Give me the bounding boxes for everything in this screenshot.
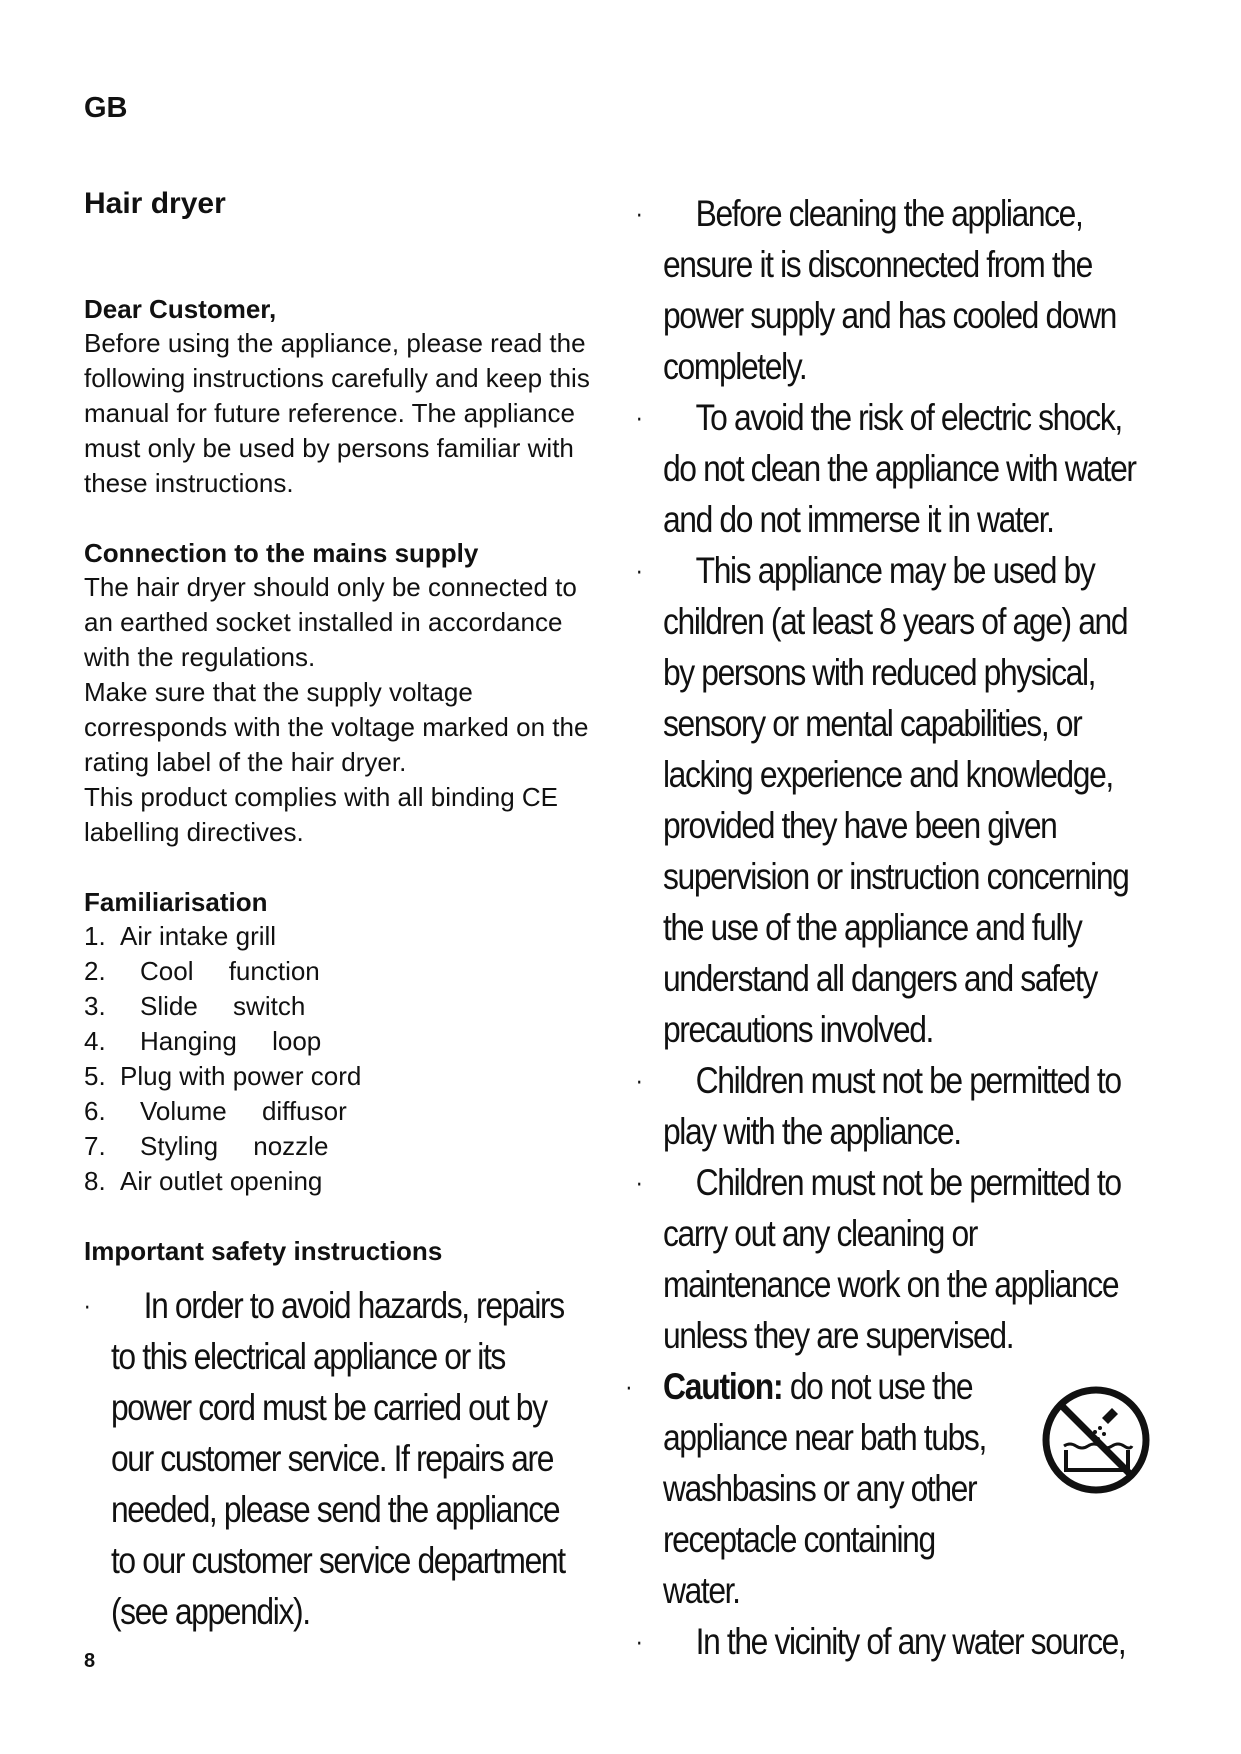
safety-item	[632, 188, 1139, 392]
list-item	[84, 1024, 604, 1059]
item-label: Air intake grill	[120, 921, 277, 951]
mains-heading: Connection to the mains supply	[84, 538, 479, 568]
bullet-icon: ·	[635, 1065, 642, 1095]
intro-section	[84, 292, 604, 501]
bullet-icon: ·	[635, 198, 642, 228]
safety-item	[632, 545, 1139, 1055]
item-number: 5.	[84, 1061, 106, 1091]
item-label: Air outlet opening	[120, 1166, 323, 1196]
item-label: Plug with power cord	[120, 1061, 362, 1091]
bullet-icon: ·	[635, 555, 642, 585]
safety-section	[84, 1234, 604, 1268]
list-item	[84, 989, 604, 1024]
safety-item	[632, 1157, 1139, 1361]
language-code: GB	[84, 92, 128, 124]
item-number: 3.	[84, 991, 106, 1021]
bullet-icon: ·	[83, 1290, 90, 1320]
item-label: Cool function	[140, 956, 320, 986]
list-item	[84, 1164, 604, 1199]
safety-item-text: Before cleaning the appliance, ensure it is disconnected from the power supply and has cooled down completely.	[662, 193, 1117, 387]
page-number: 8	[84, 1650, 96, 1672]
bullet-icon: ·	[625, 1371, 632, 1401]
safety-list-left	[80, 1280, 579, 1637]
safety-item-text: Children must not be permitted to carry out any cleaning or maintenance work on the appliance unless they are supervised.	[662, 1162, 1121, 1356]
bullet-icon: ·	[635, 1167, 642, 1197]
safety-item-text: In order to avoid hazards, repairs to this electrical appliance or its power cord must be carried out by our customer service. If repairs are needed, please send the appliance to our customer service department (see appendix).	[110, 1285, 565, 1632]
item-label: Hanging loop	[140, 1026, 322, 1056]
item-number: 8.	[84, 1166, 106, 1196]
safety-item-text: To avoid the risk of electric shock, do not clean the appliance with water and do not immerse it in water.	[662, 397, 1136, 540]
no-water-use-icon	[1040, 1384, 1152, 1496]
mains-text: The hair dryer should only be connected to an earthed socket installed in accordance with the regulations. Make sure that the supply voltage corresponds with the voltage marked on the rating label of the hair dryer. This product complies with all binding CE labelling directives.	[84, 572, 589, 847]
list-item	[84, 1129, 604, 1164]
parts-list	[84, 919, 604, 1199]
bullet-icon: ·	[635, 1626, 642, 1656]
safety-item	[632, 392, 1139, 545]
item-number: 7.	[84, 1131, 106, 1161]
item-label: Styling nozzle	[140, 1131, 329, 1161]
intro-text: Before using the appliance, please read the following instructions carefully and keep this manual for future reference. The appliance must only be used by persons familiar with these instructions.	[84, 328, 590, 498]
item-number: 2.	[84, 956, 106, 986]
safety-item	[632, 1055, 1139, 1157]
mains-section	[84, 536, 604, 850]
left-column	[84, 186, 604, 1268]
safety-item-text: Children must not be permitted to play with the appliance.	[662, 1060, 1121, 1152]
safety-heading: Important safety instructions	[84, 1236, 443, 1266]
caution-text: do not use the appliance near bath tubs, washbasins or any other receptacle containing water.	[662, 1366, 986, 1611]
document-title: Hair dryer	[84, 187, 226, 220]
item-number: 6.	[84, 1096, 106, 1126]
item-label: Volume diffusor	[140, 1096, 347, 1126]
list-item	[84, 1059, 604, 1094]
familiarisation-section	[84, 885, 604, 1199]
list-item	[84, 919, 604, 954]
safety-item-text: This appliance may be used by children (at least 8 years of age) and by persons with reduced physical, sensory or mental capabilities, or lacking experience and knowledge, provided they have been given supervision or instruction concerning the use of the appliance and fully understand all dangers and safety precautions involved.	[662, 550, 1129, 1050]
familiarisation-heading: Familiarisation	[84, 887, 268, 917]
safety-item-text: In the vicinity of any water source,	[695, 1621, 1126, 1662]
safety-item	[80, 1280, 579, 1637]
caution-label: Caution:	[662, 1366, 783, 1407]
item-number: 4.	[84, 1026, 106, 1056]
safety-item	[632, 1616, 1139, 1667]
list-item	[84, 1094, 604, 1129]
item-label: Slide switch	[140, 991, 306, 1021]
bullet-icon: ·	[635, 402, 642, 432]
intro-heading: Dear Customer,	[84, 294, 277, 324]
list-item	[84, 954, 604, 989]
item-number: 1.	[84, 921, 106, 951]
